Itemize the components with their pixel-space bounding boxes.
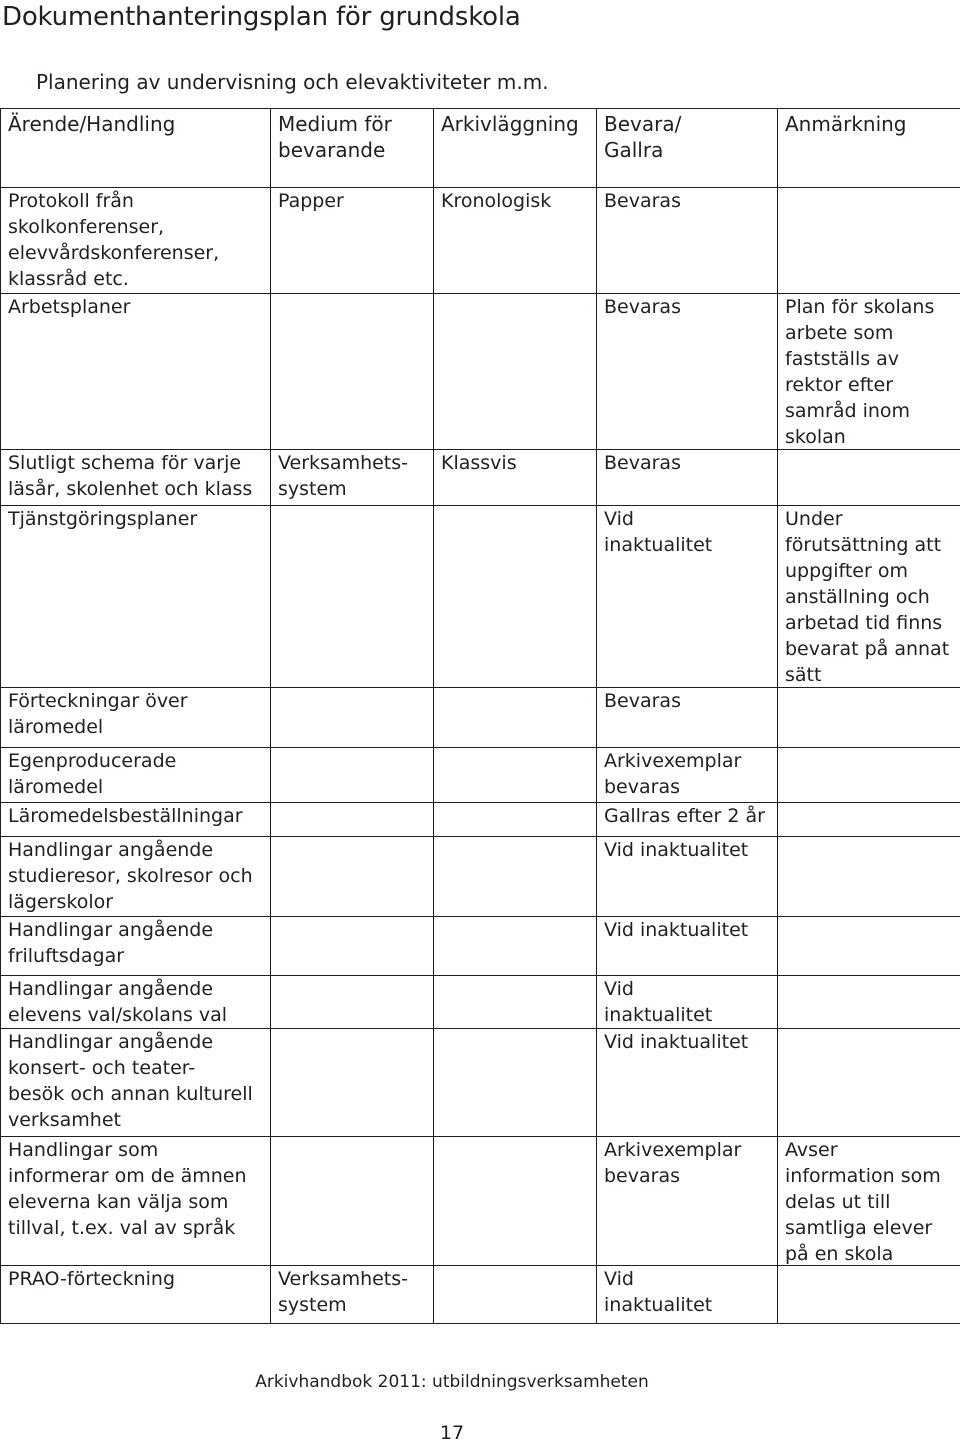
- cell-bevara-gallra: Arkivexemplar bevaras: [597, 1137, 778, 1266]
- cell-arkivlaggning: [434, 688, 597, 748]
- cell-anmarkning: [778, 450, 960, 506]
- cell-arkivlaggning: [434, 917, 597, 976]
- cell-arkivlaggning: Kronologisk: [434, 188, 597, 294]
- table-row: [0, 748, 960, 803]
- cell-anmarkning: Avser information som delas ut till samtliga elever på en skola: [778, 1137, 960, 1266]
- cell-medium: [271, 976, 434, 1029]
- cell-medium: [271, 294, 434, 450]
- cell-arende: Förteckningar över läromedel: [1, 688, 271, 748]
- cell-arende: Läromedelsbeställningar: [1, 803, 271, 837]
- cell-bevara-gallra: Vid inaktualitet: [597, 976, 778, 1029]
- cell-medium: [271, 1137, 434, 1266]
- cell-arende: Handlingar angående studieresor, skolresor och lägerskolor: [1, 837, 271, 917]
- table-row: [0, 976, 960, 1029]
- cell-arende: Arbetsplaner: [1, 294, 271, 450]
- header-arkivlaggning: Arkivläggning: [434, 108, 597, 188]
- cell-arkivlaggning: [434, 1266, 597, 1324]
- cell-arkivlaggning: [434, 803, 597, 837]
- cell-bevara-gallra: Bevaras: [597, 188, 778, 294]
- cell-arende: Handlingar angående konsert- och teater- besök och annan kulturell verksamhet: [1, 1029, 271, 1137]
- table-header-row: [0, 108, 960, 188]
- page-number: 17: [439, 1422, 465, 1444]
- section-title: Planering av undervisning och elevaktiviteter m.m.: [36, 70, 549, 94]
- cell-bevara-gallra: Vid inaktualitet: [597, 1266, 778, 1324]
- cell-anmarkning: [778, 976, 960, 1029]
- cell-bevara-gallra: Bevaras: [597, 450, 778, 506]
- cell-medium: [271, 688, 434, 748]
- cell-anmarkning: [778, 803, 960, 837]
- cell-arende: Handlingar angående elevens val/skolans val: [1, 976, 271, 1029]
- cell-arende: Tjänstgöringsplaner: [1, 506, 271, 688]
- table-row: [0, 803, 960, 837]
- header-arende: Ärende/Handling: [1, 108, 271, 188]
- cell-bevara-gallra: Vid inaktualitet: [597, 506, 778, 688]
- table-row: [0, 688, 960, 748]
- page-footer: Arkivhandbok 2011: utbildningsverksamheten: [255, 1372, 649, 1392]
- cell-anmarkning: [778, 748, 960, 803]
- document-plan-table: [0, 108, 960, 1324]
- table-row: [0, 294, 960, 450]
- cell-bevara-gallra: Bevaras: [597, 688, 778, 748]
- cell-arkivlaggning: [434, 748, 597, 803]
- cell-arende: Slutligt schema för varje läsår, skolenhet och klass: [1, 450, 271, 506]
- cell-anmarkning: [778, 1029, 960, 1137]
- cell-medium: [271, 837, 434, 917]
- cell-bevara-gallra: Vid inaktualitet: [597, 917, 778, 976]
- document-title: Dokumenthanteringsplan för grundskola: [2, 2, 521, 32]
- cell-arende: Egenproducerade läromedel: [1, 748, 271, 803]
- cell-medium: Verksamhets- system: [271, 1266, 434, 1324]
- cell-arende: Handlingar angående friluftsdagar: [1, 917, 271, 976]
- cell-bevara-gallra: Vid inaktualitet: [597, 837, 778, 917]
- cell-arkivlaggning: [434, 1137, 597, 1266]
- cell-anmarkning: [778, 917, 960, 976]
- cell-arkivlaggning: [434, 294, 597, 450]
- header-bevara-gallra: Bevara/ Gallra: [597, 108, 778, 188]
- cell-arkivlaggning: [434, 837, 597, 917]
- cell-arende: Handlingar som informerar om de ämnen eleverna kan välja som tillval, t.ex. val av språk: [1, 1137, 271, 1266]
- cell-anmarkning: [778, 688, 960, 748]
- cell-bevara-gallra: Gallras efter 2 år: [597, 803, 778, 837]
- table-row: [0, 1137, 960, 1266]
- header-anmarkning: Anmärkning: [778, 108, 960, 188]
- cell-medium: [271, 917, 434, 976]
- cell-arkivlaggning: [434, 1029, 597, 1137]
- table-row: [0, 450, 960, 506]
- cell-bevara-gallra: Vid inaktualitet: [597, 1029, 778, 1137]
- cell-arkivlaggning: [434, 506, 597, 688]
- cell-anmarkning: Plan för skolans arbete som fastställs av rektor efter samråd inom skolan: [778, 294, 960, 450]
- cell-medium: Verksamhets- system: [271, 450, 434, 506]
- cell-bevara-gallra: Bevaras: [597, 294, 778, 450]
- table-row: [0, 188, 960, 294]
- cell-medium: [271, 1029, 434, 1137]
- cell-bevara-gallra: Arkivexemplar bevaras: [597, 748, 778, 803]
- cell-arende: PRAO-förteckning: [1, 1266, 271, 1324]
- cell-anmarkning: [778, 837, 960, 917]
- cell-anmarkning: [778, 1266, 960, 1324]
- cell-medium: [271, 748, 434, 803]
- cell-medium: [271, 506, 434, 688]
- table-row: [0, 506, 960, 688]
- table-row: [0, 1029, 960, 1137]
- table-row: [0, 1266, 960, 1324]
- table-row: [0, 917, 960, 976]
- header-medium: Medium för bevarande: [271, 108, 434, 188]
- cell-medium: [271, 803, 434, 837]
- cell-arkivlaggning: Klassvis: [434, 450, 597, 506]
- cell-arkivlaggning: [434, 976, 597, 1029]
- cell-arende: Protokoll från skolkonferenser, elevvårdskonferenser, klassråd etc.: [1, 188, 271, 294]
- cell-medium: Papper: [271, 188, 434, 294]
- cell-anmarkning: Under förutsättning att uppgifter om anställning och arbetad tid finns bevarat på annat sätt: [778, 506, 960, 688]
- cell-anmarkning: [778, 188, 960, 294]
- table-row: [0, 837, 960, 917]
